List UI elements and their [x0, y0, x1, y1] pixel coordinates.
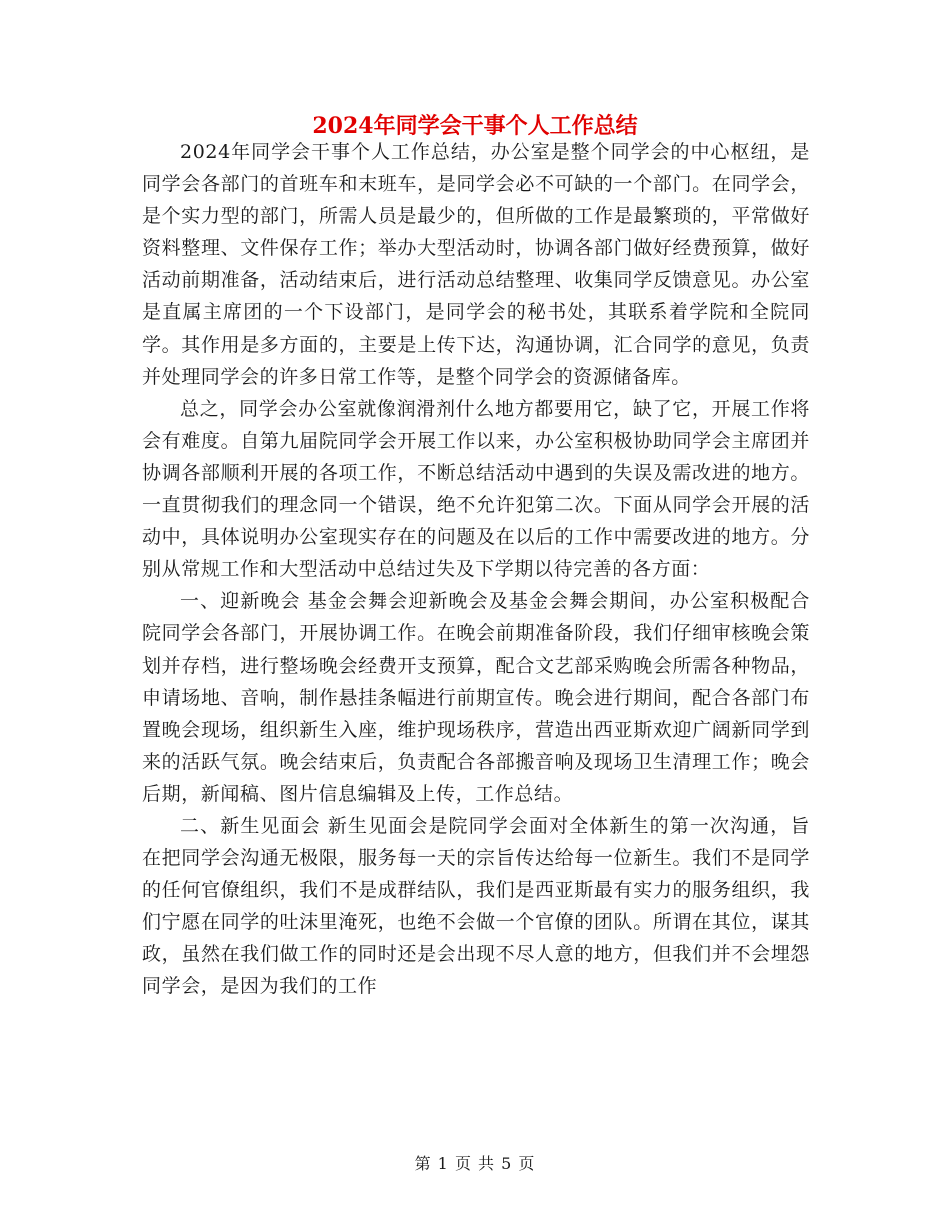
page-number-footer: 第 1 页 共 5 页 [414, 1154, 536, 1173]
paragraph-freshman-meeting: 二、新生见面会 新生见面会是院同学会面对全体新生的第一次沟通，旨在把同学会沟通无极限，服务每一天的宗旨传达给每一位新生。我们不是同学的任何官僚组织，我们不是成群结队，我们是西亚斯最有实力的服务组织，我们宁愿在同学的吐沫里淹死，也绝不会做一个官僚的团队。所谓在其位，谋其政，虽然在我们做工作的同时还是会出现不尽人意的地方，但我们并不会埋怨同学会，是因为我们的工作 [142, 814, 810, 998]
paragraph-intro: 2024年同学会干事个人工作总结，办公室是整个同学会的中心枢纽，是同学会各部门的首班车和末班车，是同学会必不可缺的一个部门。在同学会，是个实力型的部门，所需人员是最少的，但所做的工作是最繁琐的，平常做好资料整理、文件保存工作；举办大型活动时，协调各部门做好经费预算，做好活动前期准备，活动结束后，进行活动总结整理、收集同学反馈意见。办公室是直属主席团的一个下设部门，是同学会的秘书处，其联系着学院和全院同学。其作用是多方面的，主要是上传下达，沟通协调，汇合同学的意见，负责并处理同学会的许多日常工作等，是整个同学会的资源储备库。 [142, 141, 810, 388]
paragraph-summary: 总之，同学会办公室就像润滑剂什么地方都要用它，缺了它，开展工作将会有难度。自第九届院同学会开展工作以来，办公室积极协助同学会主席团并协调各部顺利开展的各项工作，不断总结活动中遇到的失误及需改进的地方。一直贯彻我们的理念同一个错误，绝不允许犯第二次。下面从同学会开展的活动中，具体说明办公室现实存在的问题及在以后的工作中需要改进的地方。分别从常规工作和大型活动中总结过失及下学期以待完善的各方面： [142, 397, 810, 581]
document-title: 2024年同学会干事个人工作总结 [312, 113, 638, 139]
paragraph-welcome-party: 一、迎新晚会 基金会舞会迎新晚会及基金会舞会期间，办公室积极配合院同学会各部门，开展协调工作。在晚会前期准备阶段，我们仔细审核晚会策划并存档，进行整场晚会经费开支预算，配合文艺部采购晚会所需各种物品，申请场地、音响，制作悬挂条幅进行前期宣传。晚会进行期间，配合各部门布置晚会现场，组织新生入座，维护现场秩序，营造出西亚斯欢迎广阔新同学到来的活跃气氛。晚会结束后，负责配合各部搬音响及现场卫生清理工作；晚会后期，新闻稿、图片信息编辑及上传，工作总结。 [142, 590, 810, 805]
document-body [142, 136, 810, 1003]
